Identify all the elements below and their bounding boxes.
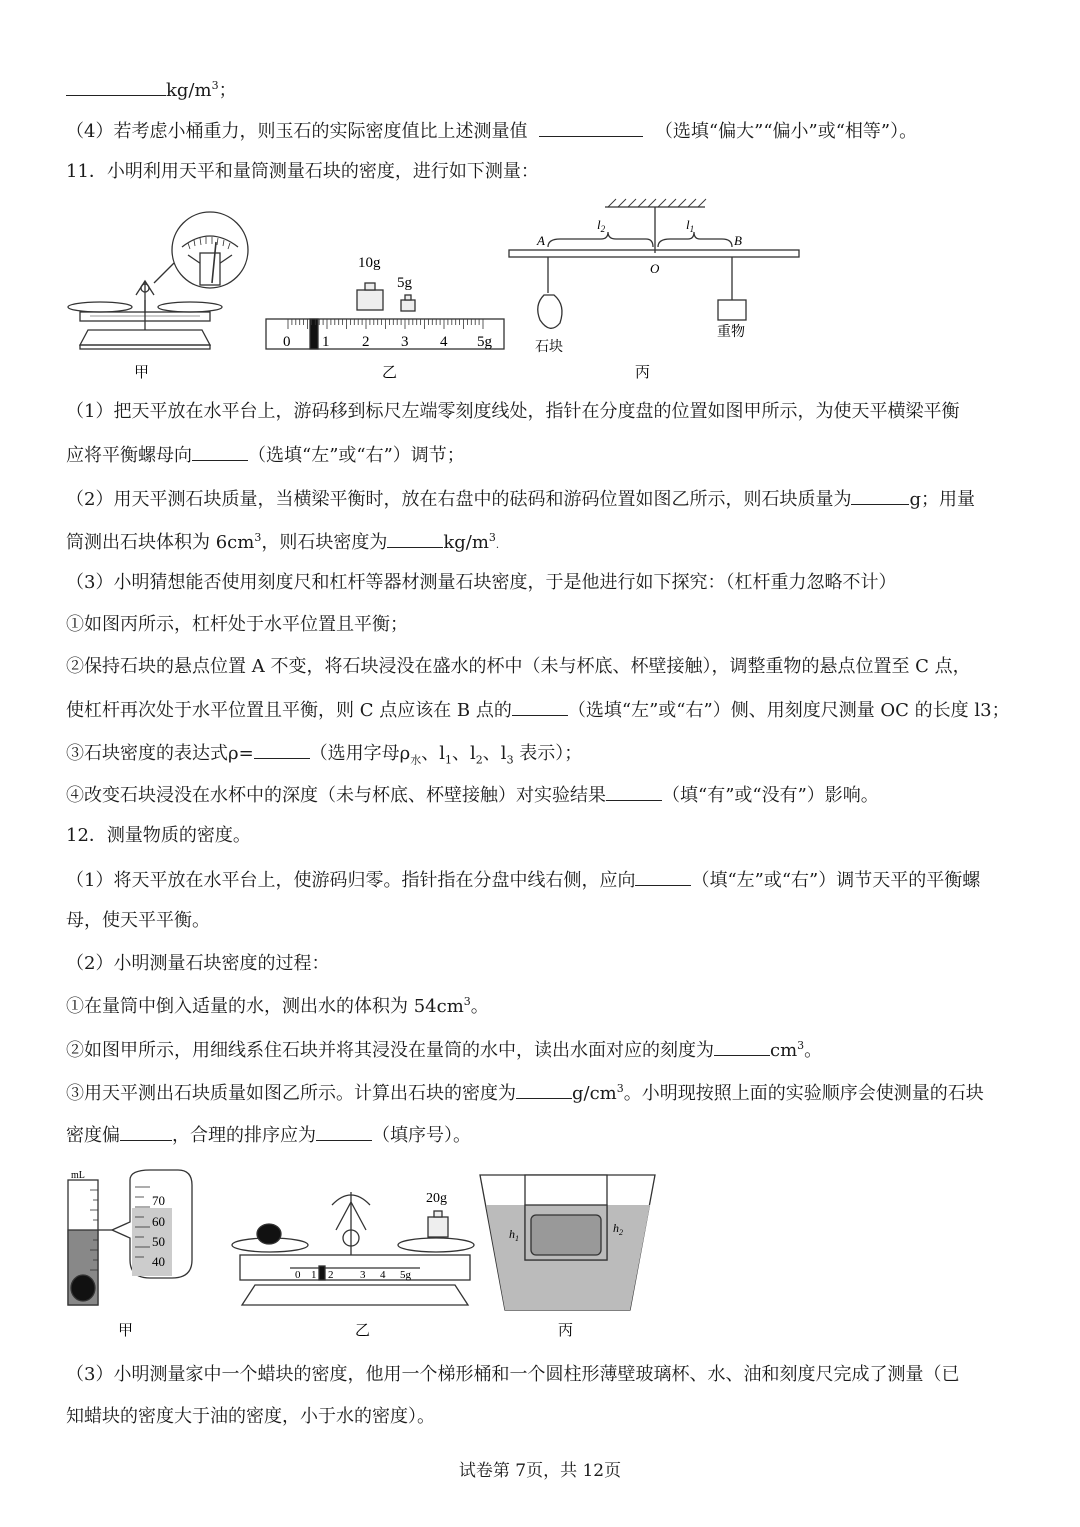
q12-part3-a: （3）小明测量家中一个蜡块的密度，他用一个梯形桶和一个圆柱形薄壁玻璃杯、水、油和刻度尺完成了测量（已 bbox=[66, 1364, 960, 1385]
scale-tick-2: 2 bbox=[362, 334, 370, 350]
scale2-tick-5: 5g bbox=[400, 1269, 411, 1281]
q12-part3-b: 知蜡块的密度大于油的密度，小于水的密度）。 bbox=[66, 1406, 435, 1427]
q11-step2-a: ②保持石块的悬点位置 A 不变，将石块浸没在盛水的杯中（未与杯底、杯壁接触），调整重物的悬点位置至 C 点， bbox=[66, 656, 971, 677]
weight-20g-label: 20g bbox=[426, 1191, 447, 1206]
scale2-tick-1: 1 bbox=[311, 1269, 317, 1281]
q11-part2-b: 筒测出石块体积为 $6cm^3$，则石块密度为 $kg/m^3$. bbox=[66, 531, 500, 553]
scale2-tick-2: 2 bbox=[328, 1269, 334, 1281]
scale2-tick-4: 4 bbox=[380, 1269, 386, 1281]
answer-blank[interactable] bbox=[851, 486, 909, 505]
q12-part2-stem: （2）小明测量石块密度的过程： bbox=[66, 953, 330, 974]
q10-part4: （4）若考虑小桶重力，则玉石的实际密度值比上述测量值 （选填“偏大”“偏小”或“相等”）。 bbox=[66, 118, 917, 144]
caption-jia: 甲 bbox=[134, 363, 150, 381]
q11-step1: ①如图丙所示，杠杆处于水平位置且平衡； bbox=[66, 614, 408, 635]
bucket-bing-drawing bbox=[480, 1175, 655, 1310]
lever-l2-label: $l_2$ bbox=[597, 217, 606, 234]
q11-step3: ③石块密度的表达式ρ= （选用字母$\rho_水$、$l_1$、$l_2$、$l_3$ 表示）； bbox=[66, 740, 582, 766]
stone-label: 石块 bbox=[535, 340, 563, 355]
q12-figure-drawing bbox=[60, 1160, 670, 1345]
q12-step3-a: ③用天平测出石块质量如图乙所示。计算出石块的密度为 $g/cm^3$。小明现按照上面的实验顺序会使测量的石块 bbox=[66, 1082, 984, 1104]
lever-point-B: B bbox=[734, 233, 742, 248]
q10-answer-line: $kg/m^3$； bbox=[66, 77, 237, 103]
h1-label: $h_1$ bbox=[509, 1227, 519, 1243]
q12-step3-b: 密度偏 ，合理的排序应为 （填序号）。 bbox=[66, 1122, 471, 1148]
scale-tick-0: 0 bbox=[283, 334, 291, 350]
weight-object-label: 重物 bbox=[717, 325, 745, 340]
caption-bing: 丙 bbox=[635, 365, 651, 381]
cylinder-tick-50: 50 bbox=[152, 1234, 165, 1249]
cylinder-tick-70: 70 bbox=[152, 1193, 165, 1208]
h2-label: $h_2$ bbox=[613, 1221, 623, 1237]
answer-blank[interactable] bbox=[635, 867, 691, 886]
q12-figure bbox=[60, 1160, 670, 1345]
q12-step2: ②如图甲所示，用细线系住石块并将其浸没在量筒的水中，读出水面对应的刻度为 $cm^3$。 bbox=[66, 1039, 823, 1061]
answer-blank[interactable] bbox=[539, 118, 643, 137]
q11-step2-b: 使杠杆再次处于水平位置且平衡，则 C 点应该在 B 点的 （选填“左”或“右”）侧、用刻度尺测量 OC 的长度 l3； bbox=[66, 697, 1010, 723]
caption-yi-2: 乙 bbox=[355, 1323, 371, 1339]
scale2-tick-3: 3 bbox=[360, 1269, 366, 1281]
lever-l1-label: $l_1$ bbox=[686, 217, 695, 234]
balance-yi-drawing bbox=[232, 1192, 474, 1305]
answer-blank[interactable] bbox=[512, 697, 568, 716]
answer-blank[interactable] bbox=[316, 1122, 372, 1141]
q12-step1: ①在量筒中倒入适量的水，测出水的体积为 $54cm^3$。 bbox=[66, 995, 489, 1017]
q11-part1-a: （1）把天平放在水平台上，游码移到标尺左端零刻度线处，指针在分度盘的位置如图甲所示，为使天平横梁平衡 bbox=[66, 401, 960, 422]
q11-part1-b: 应将平衡螺母向 （选填“左”或“右”）调节； bbox=[66, 442, 465, 468]
caption-yi: 乙 bbox=[382, 365, 398, 381]
answer-blank[interactable] bbox=[516, 1080, 572, 1099]
answer-blank[interactable] bbox=[254, 740, 310, 759]
answer-blank[interactable] bbox=[606, 782, 662, 801]
cylinder-tick-40: 40 bbox=[152, 1254, 165, 1269]
cylinder-unit-label: mL bbox=[71, 1170, 85, 1181]
q12-part1-b: 母，使天平平衡。 bbox=[66, 910, 210, 931]
scale-tick-1: 1 bbox=[322, 334, 330, 350]
lever-point-A: A bbox=[537, 233, 545, 248]
answer-blank[interactable] bbox=[714, 1037, 770, 1056]
q11-stem: 11．小明利用天平和量筒测量石块的密度，进行如下测量： bbox=[66, 161, 539, 182]
caption-jia-2: 甲 bbox=[118, 1323, 134, 1339]
q11-figure-drawing bbox=[60, 195, 820, 385]
answer-blank[interactable] bbox=[120, 1122, 172, 1141]
weights-and-scale-yi-drawing bbox=[266, 283, 504, 349]
q11-part3-stem: （3）小明猜想能否使用刻度尺和杠杆等器材测量石块密度，于是他进行如下探究：（杠杆重力忽略不计） bbox=[66, 572, 897, 593]
cylinder-jia-drawing bbox=[68, 1170, 192, 1305]
weight-5g-label: 5g bbox=[397, 275, 412, 291]
answer-blank[interactable] bbox=[66, 77, 166, 96]
q11-part2-a: （2）用天平测石块质量，当横梁平衡时，放在右盘中的砝码和游码位置如图乙所示，则石块质量为 g；用量 bbox=[66, 486, 975, 512]
answer-blank[interactable] bbox=[387, 529, 443, 548]
answer-blank[interactable] bbox=[192, 442, 248, 461]
scale-tick-5: 5g bbox=[477, 334, 492, 350]
scale-tick-4: 4 bbox=[440, 334, 448, 350]
balance-jia-drawing bbox=[68, 212, 248, 349]
q11-figure bbox=[60, 195, 820, 385]
caption-bing-2: 丙 bbox=[558, 1323, 574, 1339]
q11-step4: ④改变石块浸没在水杯中的深度（未与杯底、杯壁接触）对实验结果 （填“有”或“没有”）影响。 bbox=[66, 782, 879, 808]
scale2-tick-0: 0 bbox=[295, 1269, 301, 1281]
weight-10g-label: 10g bbox=[358, 255, 381, 271]
q12-stem: 12．测量物质的密度。 bbox=[66, 825, 251, 846]
q12-part1-a: （1）将天平放在水平台上，使游码归零。指针指在分盘中线右侧，应向 （填“左”或“右”）调节天平的平衡螺 bbox=[66, 867, 980, 893]
scale-tick-3: 3 bbox=[401, 334, 409, 350]
lever-point-O: O bbox=[650, 261, 660, 276]
page-footer: 试卷第 7页，共 12页 bbox=[458, 1461, 622, 1481]
cylinder-tick-60: 60 bbox=[152, 1214, 165, 1229]
